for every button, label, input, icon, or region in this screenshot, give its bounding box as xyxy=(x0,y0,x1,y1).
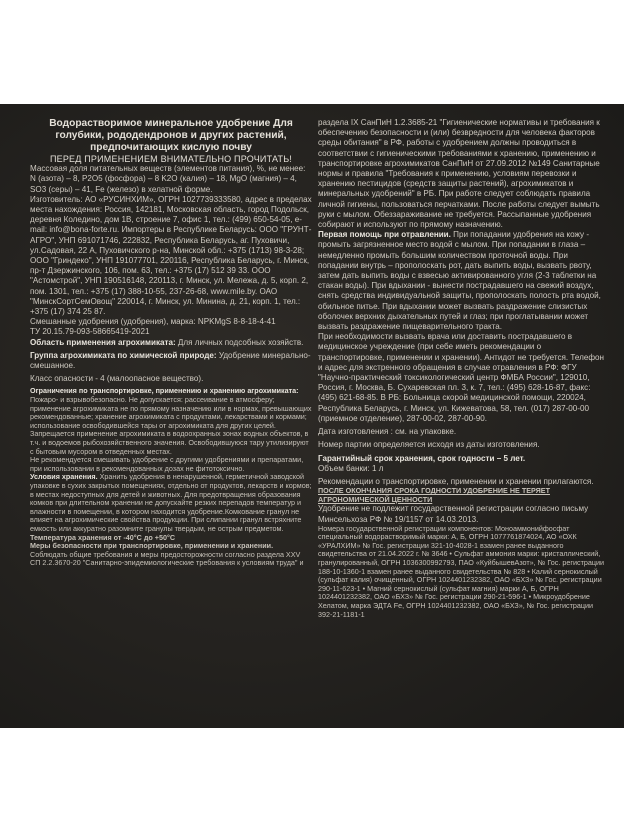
technical-spec: ТУ 20.15.79-093-58665419-2021 xyxy=(30,327,150,337)
storage-text: Хранить удобрения в ненарушенной, герметичной заводской упаковке в сухих закрытых помещениях, отдельно от продуктов, лекарств и кормов; в местах недоступных для детей и животных. Для предотвращения образования комков при длительном хранении не допускайте резких перепадов температур и влажности в помещении, в котором находится удобрение.Комкование гранул не влияет на агрохимические свойства продукции. При слипании гранул встряхните емкость или аккуратно разомните гранулы твердым, не острым предметом. xyxy=(30,472,312,533)
product-label xyxy=(0,104,624,728)
first-aid-label: Первая помощь при отравлении. xyxy=(318,230,451,240)
application-area xyxy=(30,338,312,348)
mixing-note: Не рекомендуется смешивать удобрение с другими удобрениями и препаратами, при использовании в рекомендованных дозах не фитотоксично. xyxy=(30,455,304,473)
manufacture-date: Дата изготовления : см. на упаковке. xyxy=(318,427,457,437)
hazard-class: Класс опасности - 4 (малоопасное вещество). xyxy=(30,374,204,384)
storage-conditions xyxy=(30,473,312,533)
safety-measures-label: Меры безопасности при транспортировке, применении и хранении. xyxy=(30,541,274,551)
product-title: Водорастворимое минеральное удобрение Для голубики, рододендронов и других растений, предпочитающих кислую почву xyxy=(49,118,293,153)
storage-temperature: Температура хранения от -40°С до +50°С xyxy=(30,532,176,542)
application-area-value: Для личных подсобных хозяйств. xyxy=(177,337,304,347)
registration-exemption: Удобрение не подлежит государственной регистрации согласно письму Минсельхоза РФ № 19/1157 от 14.03.2013. xyxy=(318,504,589,524)
after-expiry-note: ПОСЛЕ ОКОНЧАНИЯ СРОКА ГОДНОСТИ УДОБРЕНИЕ НЕ ТЕРЯЕТ АГРОНОМИЧЕСКОЙ ЦЕННОСТИ xyxy=(318,486,550,504)
chemical-group-label: Группа агрохимиката по химической природе: xyxy=(30,350,217,360)
storage-label: Условия хранения. xyxy=(30,472,98,482)
chemical-group-value: Удобрение минерально-смешанное. xyxy=(30,350,311,371)
label-right-column xyxy=(318,118,608,619)
batch-number: Номер партии определяется исходя из даты изготовления. xyxy=(318,440,540,450)
nutrient-content: Массовая доля питательных веществ (элементов питания), %, не менее: N (азота) – 8, P2O5 (фосфора) – 8 K2O (калия) – 18, MgO (магния) – 4, SO3 (серы) – 41, Fe (железо) в хелатной форме. xyxy=(30,164,306,194)
recommendations-note: Рекомендации о транспортировке, применении и хранении прилагаются. xyxy=(318,476,594,486)
safety-measures-text: Соблюдать общие требования и меры предосторожности согласно раздела XXV СП 2.2.3670-20 "Санитарно-эпидемиологические требования к условиям труда" и xyxy=(30,549,304,568)
first-aid-text: При попадании удобрения на кожу - промыть загрязненное место водой с мылом. При попадании в глаза – немедленно промыть большим количеством проточной воды. При попадании внутрь – прополоскать рот, дать выпить воды, вызвать рвоту, затем дать выпить воды с взвесью активированного угля (2-3 таблетки на стакан воды). При вдыхании - вынести пострадавшего на свежий воздух, снять средства индивидуальной защиты, прополоскать полость рта водой, обильное питье. При вдыхании может вызвать раздражение слизистых оболочек верхних дыхательных путей и глаз; при проглатывании может вызвать раздражение пищеварительного тракта. xyxy=(318,230,601,332)
restrictions-label: Ограничения по транспортировке, применению и хранению агрохимиката: xyxy=(30,386,299,396)
jar-volume: Объем банки: 1 л xyxy=(318,463,384,473)
component-registrations: Номера государственной регистрации компонентов: Моноаммонийфосфат специальный водорастворимый марки: А, Б, ОГРН 1077761874024, АО «ОХК «УРАЛХИМ» № Гос. регистрации 321-10-4028-1 взамен ранее выданного свидетельства от 21.04.2022 г. № 3646 • Сульфат аммония марки: кристаллический, гранулированный, ОГРН 1036300992793, ПАО «КуйбышевАзот», № Гос. регистрации 188-10-1360-1 взамен ранее выданного свидетельства № 828 • Калий сернокислый (сульфат калия) очищенный, ОГРН 1024401232382, ОАО «БХЗ» № Гос. регистрации 290-11-623-1 • Магний сернокислый (сульфат магния) марки А, Б, ОГРН 1024401232382, ОАО «БХЗ» № Гос. регистрации 290-21-596-1 • Микроудобрение Хелатом, марка ЭДТА Fe, ОГРН 1024401232382, ОАО «БХЗ», № Гос. регистрации 392-21-1181-1 xyxy=(318,523,605,619)
application-area-label: Область применения агрохимиката: xyxy=(30,337,176,347)
restrictions xyxy=(30,387,312,456)
first-aid xyxy=(318,230,608,332)
restrictions-text: Пожаро- и взрывобезопасно. Не допускается: рассеивание в атмосферу; применение агрохимиката не по прямому назначению или в нормах, превышающих рекомендованные; хранение агрохимиката с продуктами, лекарствами и кормами; использование освободившейся тары от агрохимиката для других целей. Запрещается применение агрохимиката в водоохранных зонах водных объектов, в т.ч. и водоемов рыбохозяйственного значения. Освободившуюся тару утилизируют с бытовым мусором в отведенных местах. xyxy=(30,395,312,456)
read-before-use-warning: ПЕРЕД ПРИМЕНЕНИЕМ ВНИМАТЕЛЬНО ПРОЧИТАТЬ! xyxy=(49,154,292,164)
doctor-contact: При необходимости вызвать врача или доставить пострадавшего в медицинское учреждение (при себе иметь рекомендации о транспортировке, применении и хранении). Антидот не требуется. Телефон и адрес для экстренного обращения в случае отравления в РФ: ФГУ "Научно-практический токсикологический центр ФМБА России", 129010, Россия, г. Москва, Б. Сухаревская пл. 3, к. 7, тел.: (495) 628-16-87, факс: (495) 621-68-85. В РБ: Больница скорой медицинской помощи, 220024, Республика Беларусь, г. Минск, ул. Кижеватова, 58, тел. (017) 287-00-00 (приемное отделение), 287-00-02, 287-00-90. xyxy=(318,332,604,423)
shelf-life: Гарантийный срок хранения, срок годности – 5 лет. xyxy=(318,453,526,463)
label-left-column xyxy=(30,118,312,568)
sanitary-requirements: раздела IX СанПиН 1.2.3685-21 "Гигиенические нормативы и требования к обеспечению безопасности и (или) безвредности для человека факторов среды обитания" в РФ, работы с удобрением должны проводиться в соответствии с гигиеническими требованиями к хранению, применению и транспортировке агрохимикатов СанПиН от 27.09.2012 №149 Санитарные нормы и правила "Требования к применению, условиям перевозки и хранению пестицидов (средств защиты растений), агрохимикатов и минеральных удобрений" в РБ. При работе следует соблюдать правила личной гигиены, пользоваться перчатками. После работы следует вымыть руки с мылом. Обеззараживание не требуется. Рассыпанные удобрения собирают и используют по прямому назначению. xyxy=(318,118,600,230)
chemical-group xyxy=(30,351,312,371)
fertilizer-grade: Смешанные удобрения (удобрения), марка: NPKMgS 8-8-18-4-41 xyxy=(30,317,276,327)
manufacturer-info: Изготовитель: АО «РУСИНХИМ», ОГРН 1027739333580, адрес в пределах места нахождения: Россия, 142181, Московская область, город Подольск, деревня Коледино, дом 1В, строение 7, офис 1, тел.: (499) 650-54-05, e-mail: info@bona-forte.ru. Импортеры в Республике Беларусь: ООО "ГРУНТ-АГРО", УНП 691071746, 222832, Республика Беларусь, аг. Пуховичи, ул.Садовая, 22 А, Пуховичского р-на, Минской обл.: +375 (1713) 98-3-28; ООО "Гриндеко", УНП 191077701, 220116, Республика Беларусь, г. Минск, пр-т Дзержинского, 106, пом. 63, тел.: +375 (17) 512 39 33. ООО "Астомстрой", УНП 190516148, 220113, г. Минск, ул. Мележа, д. 5, корп. 2, пом. 1301, тел.: +375 (17) 388-10-55, 237-26-68, www.mile.by. ОАО "МинскСортСемОвощ" 220014, г. Минск, ул. Минина, д. 21, корп. 1, тел.: +375 (17) 374 25 87. xyxy=(30,194,312,317)
